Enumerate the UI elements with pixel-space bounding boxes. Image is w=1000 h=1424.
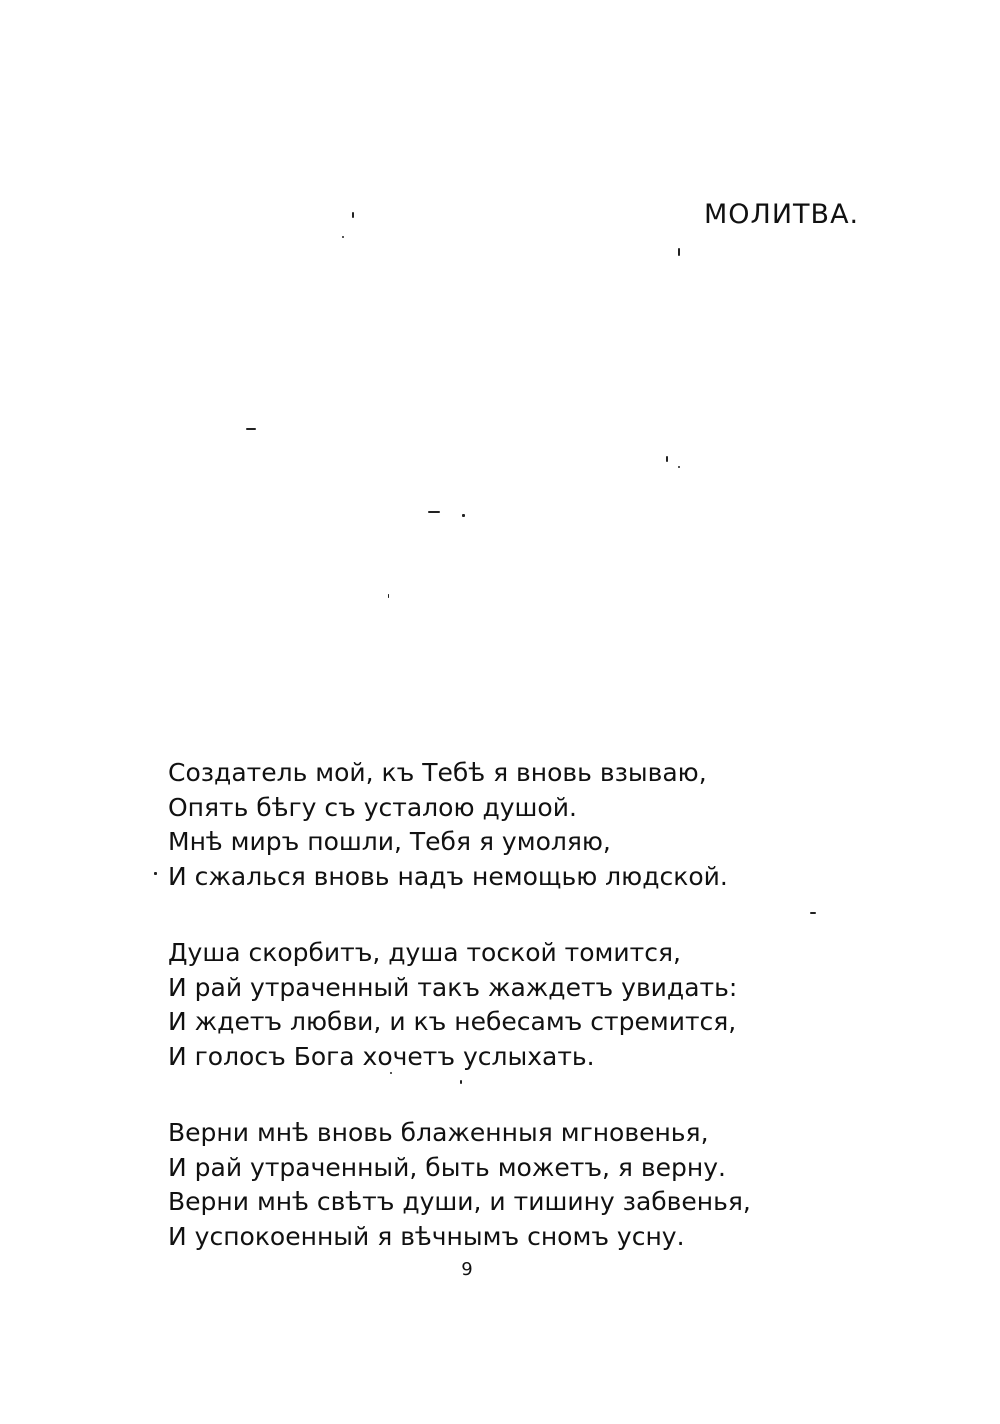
stanza-3	[168, 1116, 808, 1254]
page-number: 9	[461, 1259, 473, 1280]
scan-speck	[246, 428, 256, 430]
poem-line: Душа скорбитъ, душа тоской томится,	[168, 938, 681, 967]
poem-line: Опять бѣгу съ усталою душой.	[168, 792, 577, 822]
scan-speck	[678, 466, 680, 468]
stanza-1	[168, 756, 808, 894]
poem-line: И сжалься вновь надъ немощью людской.	[168, 861, 728, 891]
scan-speck	[352, 212, 354, 218]
scan-speck	[666, 456, 668, 462]
poem-line: И ждетъ любви, и къ небесамъ стремится,	[168, 1007, 737, 1036]
scan-speck	[810, 912, 816, 914]
poem-line: Мнѣ миръ пошли, Тебя я умоляю,	[168, 827, 611, 856]
poem-line: Верни мнѣ свѣтъ души, и тишину забвенья,	[168, 1187, 751, 1216]
poem-line: Верни мнѣ вновь блаженныя мгновенья,	[168, 1118, 709, 1147]
scan-speck	[154, 872, 157, 875]
scan-speck	[678, 248, 680, 256]
scan-speck	[460, 1080, 462, 1084]
poem-title: МОЛИТВА.	[704, 199, 860, 230]
poem-line: И успокоенный я вѣчнымъ сномъ усну.	[168, 1221, 685, 1251]
poem-line: И рай утраченный такъ жаждетъ увидать:	[168, 972, 738, 1002]
scan-speck	[428, 511, 440, 513]
scan-speck	[388, 594, 389, 598]
scan-speck	[342, 236, 344, 238]
poem-body	[168, 756, 808, 1254]
stanza-2	[168, 936, 808, 1074]
poem-line: И голосъ Бога хочетъ услыхать.	[168, 1041, 595, 1071]
poem-line: Создатель мой, къ Тебѣ я вновь взываю,	[168, 758, 707, 787]
poem-line: И рай утраченный, быть можетъ, я верну.	[168, 1152, 726, 1182]
scan-speck	[462, 514, 465, 517]
scan-speck	[390, 1072, 392, 1074]
